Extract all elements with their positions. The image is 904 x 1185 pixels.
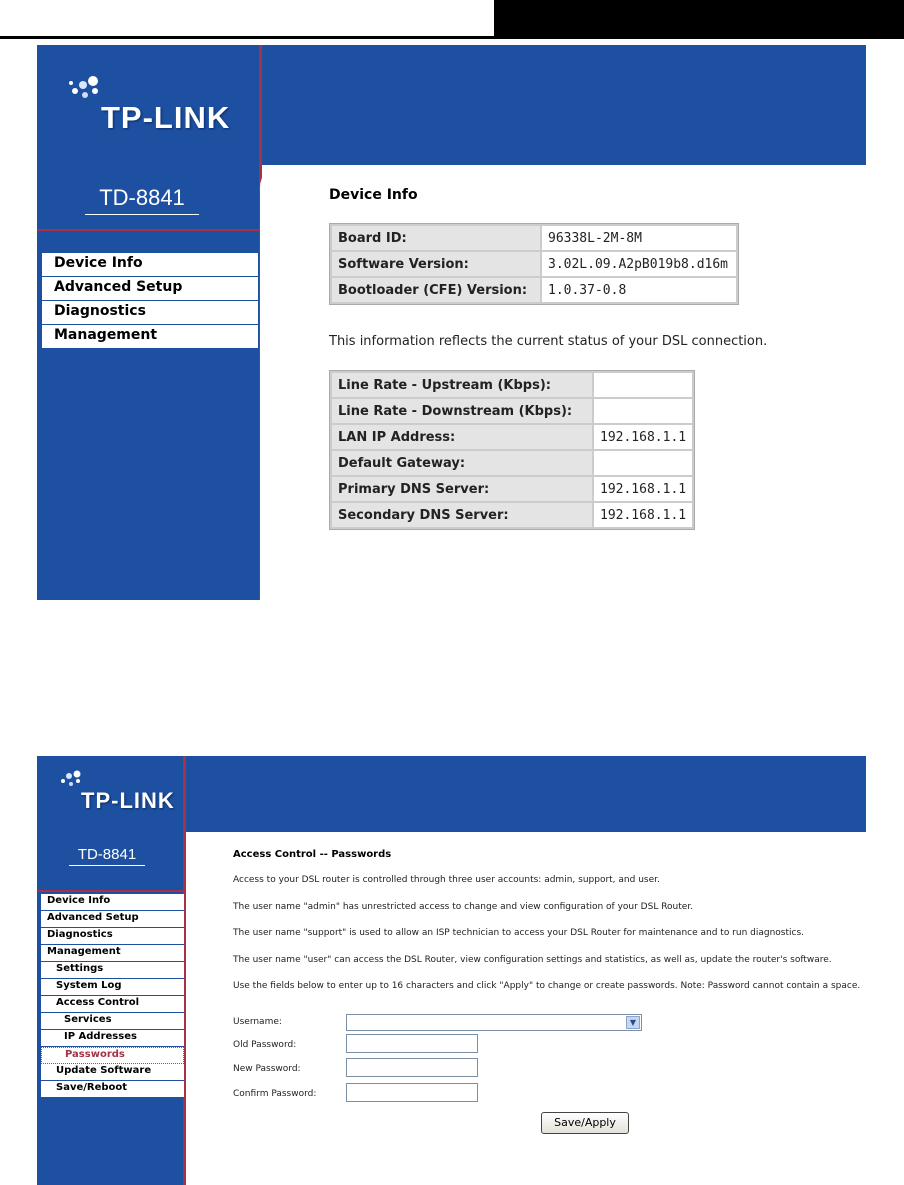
admin-paragraph: The user name "admin" has unrestricted access to change and view configuration of your DSL Router.	[233, 902, 694, 912]
nav-diagnostics[interactable]: Diagnostics	[42, 301, 258, 325]
logo-dots-icon	[57, 768, 87, 790]
instructions-paragraph: Use the fields below to enter up to 16 characters and click "Apply" to change or create passwords. Note: Password cannot contain a space.	[233, 981, 861, 991]
lan-ip-value: 192.168.1.1	[594, 425, 692, 449]
page-title: Access Control -- Passwords	[233, 849, 392, 860]
table-row	[332, 226, 736, 250]
device-info-screenshot	[37, 45, 866, 600]
downstream-rate-value	[594, 399, 692, 423]
secondary-dns-value: 192.168.1.1	[594, 503, 692, 527]
primary-dns-label: Primary DNS Server:	[332, 477, 592, 501]
downstream-rate-label: Line Rate - Downstream (Kbps):	[332, 399, 592, 423]
confirm-password-label: Confirm Password:	[233, 1089, 317, 1099]
software-version-label: Software Version:	[332, 252, 540, 276]
nav-save-reboot[interactable]: Save/Reboot	[41, 1081, 184, 1098]
nav-ip-addresses[interactable]: IP Addresses	[41, 1030, 184, 1047]
save-apply-button[interactable]: Save/Apply	[541, 1112, 629, 1134]
header-dark-block	[494, 0, 904, 37]
document-header	[0, 0, 904, 42]
confirm-password-input[interactable]	[346, 1083, 478, 1102]
nav-update-software[interactable]: Update Software	[41, 1064, 184, 1081]
username-select[interactable]	[346, 1014, 642, 1031]
header-rule	[0, 36, 904, 39]
upstream-rate-label: Line Rate - Upstream (Kbps):	[332, 373, 592, 397]
passwords-screenshot	[37, 756, 866, 1185]
upstream-rate-value	[594, 373, 692, 397]
board-id-value: 96338L-2M-8M	[542, 226, 736, 250]
user-paragraph: The user name "user" can access the DSL Router, view configuration settings and statistics, as well as, update the router's software.	[233, 955, 832, 965]
nav-management[interactable]: Management	[42, 325, 258, 349]
board-id-label: Board ID:	[332, 226, 540, 250]
secondary-dns-label: Secondary DNS Server:	[332, 503, 592, 527]
old-password-input[interactable]	[346, 1034, 478, 1053]
nav-management[interactable]: Management	[41, 945, 184, 962]
model-name: TD-8841	[85, 185, 199, 215]
table-row	[332, 252, 736, 276]
table-row	[332, 425, 692, 449]
main-nav	[41, 894, 184, 1098]
nav-passwords[interactable]: Passwords	[41, 1047, 184, 1064]
support-paragraph: The user name "support" is used to allow an ISP technician to access your DSL Router for maintenance and to run diagnostics.	[233, 928, 805, 938]
primary-dns-value: 192.168.1.1	[594, 477, 692, 501]
nav-advanced-setup[interactable]: Advanced Setup	[42, 277, 258, 301]
username-label: Username:	[233, 1017, 282, 1027]
table-row	[332, 503, 692, 527]
model-name: TD-8841	[69, 846, 145, 866]
table-row	[332, 477, 692, 501]
table-row	[332, 278, 736, 302]
lan-ip-label: LAN IP Address:	[332, 425, 592, 449]
software-version-value: 3.02L.09.A2pB019b8.d16m	[542, 252, 736, 276]
nav-device-info[interactable]: Device Info	[41, 894, 184, 911]
table-row	[332, 399, 692, 423]
default-gateway-value	[594, 451, 692, 475]
nav-advanced-setup[interactable]: Advanced Setup	[41, 911, 184, 928]
default-gateway-label: Default Gateway:	[332, 451, 592, 475]
new-password-input[interactable]	[346, 1058, 478, 1077]
intro-paragraph: Access to your DSL router is controlled through three user accounts: admin, support, and user.	[233, 875, 660, 885]
new-password-label: New Password:	[233, 1064, 301, 1074]
nav-services[interactable]: Services	[41, 1013, 184, 1030]
device-info-table	[329, 223, 739, 305]
tp-link-logo: TP-LINK	[101, 100, 231, 135]
page-title: Device Info	[329, 187, 418, 203]
status-note: This information reflects the current status of your DSL connection.	[329, 334, 768, 349]
chevron-down-icon[interactable]: ▼	[626, 1016, 640, 1029]
connection-status-table	[329, 370, 695, 530]
table-row	[332, 451, 692, 475]
nav-access-control[interactable]: Access Control	[41, 996, 184, 1013]
nav-settings[interactable]: Settings	[41, 962, 184, 979]
logo-dots-icon	[67, 73, 107, 103]
old-password-label: Old Password:	[233, 1040, 297, 1050]
tp-link-logo: TP-LINK	[81, 788, 175, 813]
table-row	[332, 373, 692, 397]
nav-device-info[interactable]: Device Info	[42, 253, 258, 277]
bootloader-version-value: 1.0.37-0.8	[542, 278, 736, 302]
main-nav	[42, 253, 258, 349]
nav-system-log[interactable]: System Log	[41, 979, 184, 996]
bootloader-version-label: Bootloader (CFE) Version:	[332, 278, 540, 302]
nav-diagnostics[interactable]: Diagnostics	[41, 928, 184, 945]
